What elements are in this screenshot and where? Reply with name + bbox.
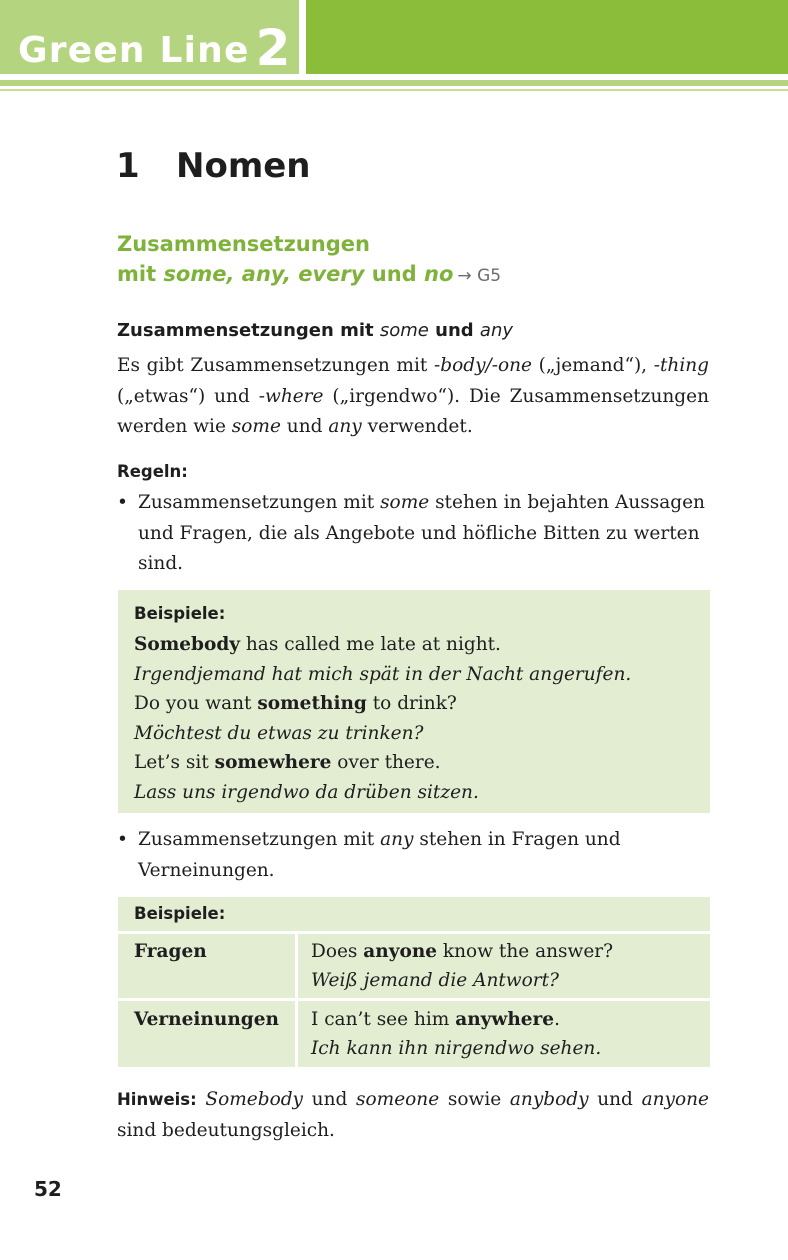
header-rule [0, 89, 788, 91]
note-italic: anybody [509, 1089, 589, 1110]
table-divider [118, 998, 710, 1001]
intro-italic: -where [258, 385, 324, 407]
intro-text: („jemand“), [532, 355, 654, 376]
intro-text: („etwas“) und [117, 385, 259, 407]
example-keyword: anywhere [455, 1009, 555, 1030]
example-text: Let’s sit [134, 752, 215, 773]
note-text: und [588, 1089, 642, 1110]
section-title-text: und [364, 262, 425, 286]
chapter-heading [116, 146, 311, 186]
example-sentence [134, 689, 457, 718]
example-box [118, 590, 710, 813]
table-column-divider [295, 934, 298, 1067]
rule-text [138, 488, 709, 580]
rule-text-italic: some [380, 492, 430, 513]
section-title-italic: some, any, every [163, 262, 365, 286]
example-text: . [554, 1009, 560, 1030]
subheading-text: und [428, 320, 480, 341]
series-name: Green Line [18, 30, 250, 71]
table-example-sentence [311, 1005, 560, 1034]
note-italic: anyone [641, 1089, 709, 1110]
subheading [117, 320, 513, 341]
examples-label: Beispiele: [134, 604, 226, 623]
rule-text-part: stehen in bejahten Aussagen und Fragen, die als Angebote und höfliche Bitten zu werten sind. [138, 492, 705, 574]
note-italic: someone [356, 1089, 440, 1110]
chapter-title: Nomen [176, 146, 311, 186]
examples-label: Beispiele: [134, 904, 226, 923]
header-stripe [0, 80, 788, 86]
note-text: sowie [439, 1089, 510, 1110]
example-text: over there. [331, 752, 441, 773]
page-number: 52 [34, 1177, 62, 1201]
section-title [117, 229, 501, 291]
bullet-icon: • [117, 492, 128, 513]
section-title-italic: no [424, 262, 454, 286]
intro-text: und [280, 416, 329, 437]
example-translation [134, 660, 631, 689]
example-table [118, 897, 710, 1067]
rule-text [138, 825, 709, 886]
example-keyword: somewhere [214, 752, 332, 773]
intro-italic: some [231, 416, 281, 437]
rule-bullet [117, 488, 709, 580]
example-keyword: anyone [363, 941, 438, 962]
rule-text-part: stehen in Fragen und Verneinungen. [138, 829, 621, 881]
example-text: I can’t see him [311, 1009, 456, 1030]
book-series-title [18, 16, 290, 76]
note-text: sind bedeutungsgleich. [117, 1120, 335, 1141]
bullet-icon: • [117, 829, 128, 850]
rule-text-part: Zusammensetzungen mit [138, 829, 381, 850]
intro-text: verwendet. [361, 416, 473, 437]
note-label: Hinweis: [117, 1090, 197, 1109]
example-sentence [134, 748, 441, 777]
table-divider [118, 931, 710, 934]
note-paragraph [117, 1084, 709, 1146]
intro-text: Es gibt Zusammensetzungen mit [117, 355, 434, 376]
example-keyword: Somebody [134, 634, 241, 655]
example-text: Lass uns irgendwo da drüben sitzen. [134, 781, 479, 803]
section-title-text: mit [117, 262, 164, 286]
chapter-number: 1 [116, 146, 140, 186]
example-text: to drink? [366, 693, 457, 714]
example-text: Do you want [134, 693, 258, 714]
example-text: Does [311, 941, 364, 962]
rule-text-italic: any [380, 829, 414, 850]
subheading-italic: any [479, 320, 514, 341]
example-translation [134, 719, 423, 748]
subheading-text: Zusammensetzungen mit [117, 320, 380, 341]
example-text: know the answer? [437, 941, 614, 962]
rule-bullet [117, 825, 709, 886]
example-translation [134, 778, 479, 807]
example-sentence [134, 630, 501, 659]
table-row-header: Verneinungen [134, 1009, 279, 1030]
example-text: Irgendjemand hat mich spät in der Nacht angerufen. [134, 663, 632, 685]
intro-paragraph [117, 351, 709, 443]
table-example-translation: Weiß jemand die Antwort? [311, 970, 559, 991]
rules-label: Regeln: [117, 462, 188, 481]
header-divider [299, 0, 306, 74]
table-row-header: Fragen [134, 941, 207, 962]
section-title-line1: Zusammensetzungen [117, 232, 370, 256]
example-keyword: something [257, 693, 367, 714]
example-text: Möchtest du etwas zu trinken? [134, 722, 424, 744]
note-text: und [303, 1089, 357, 1110]
table-example-translation: Ich kann ihn nirgendwo sehen. [311, 1038, 602, 1059]
intro-italic: -thing [653, 355, 709, 376]
note-italic: Somebody [205, 1089, 303, 1110]
series-number: 2 [255, 19, 291, 77]
grammar-reference: → G5 [457, 266, 502, 286]
example-text: has called me late at night. [240, 634, 501, 655]
intro-italic: any [328, 416, 362, 437]
intro-italic: -body/-one [434, 355, 533, 376]
table-example-sentence [311, 937, 613, 966]
rule-text-part: Zusammensetzungen mit [138, 492, 381, 513]
subheading-italic: some [379, 320, 429, 341]
intro-text: („irgendwo“). Die Zusammensetzungen werden wie [117, 385, 709, 437]
